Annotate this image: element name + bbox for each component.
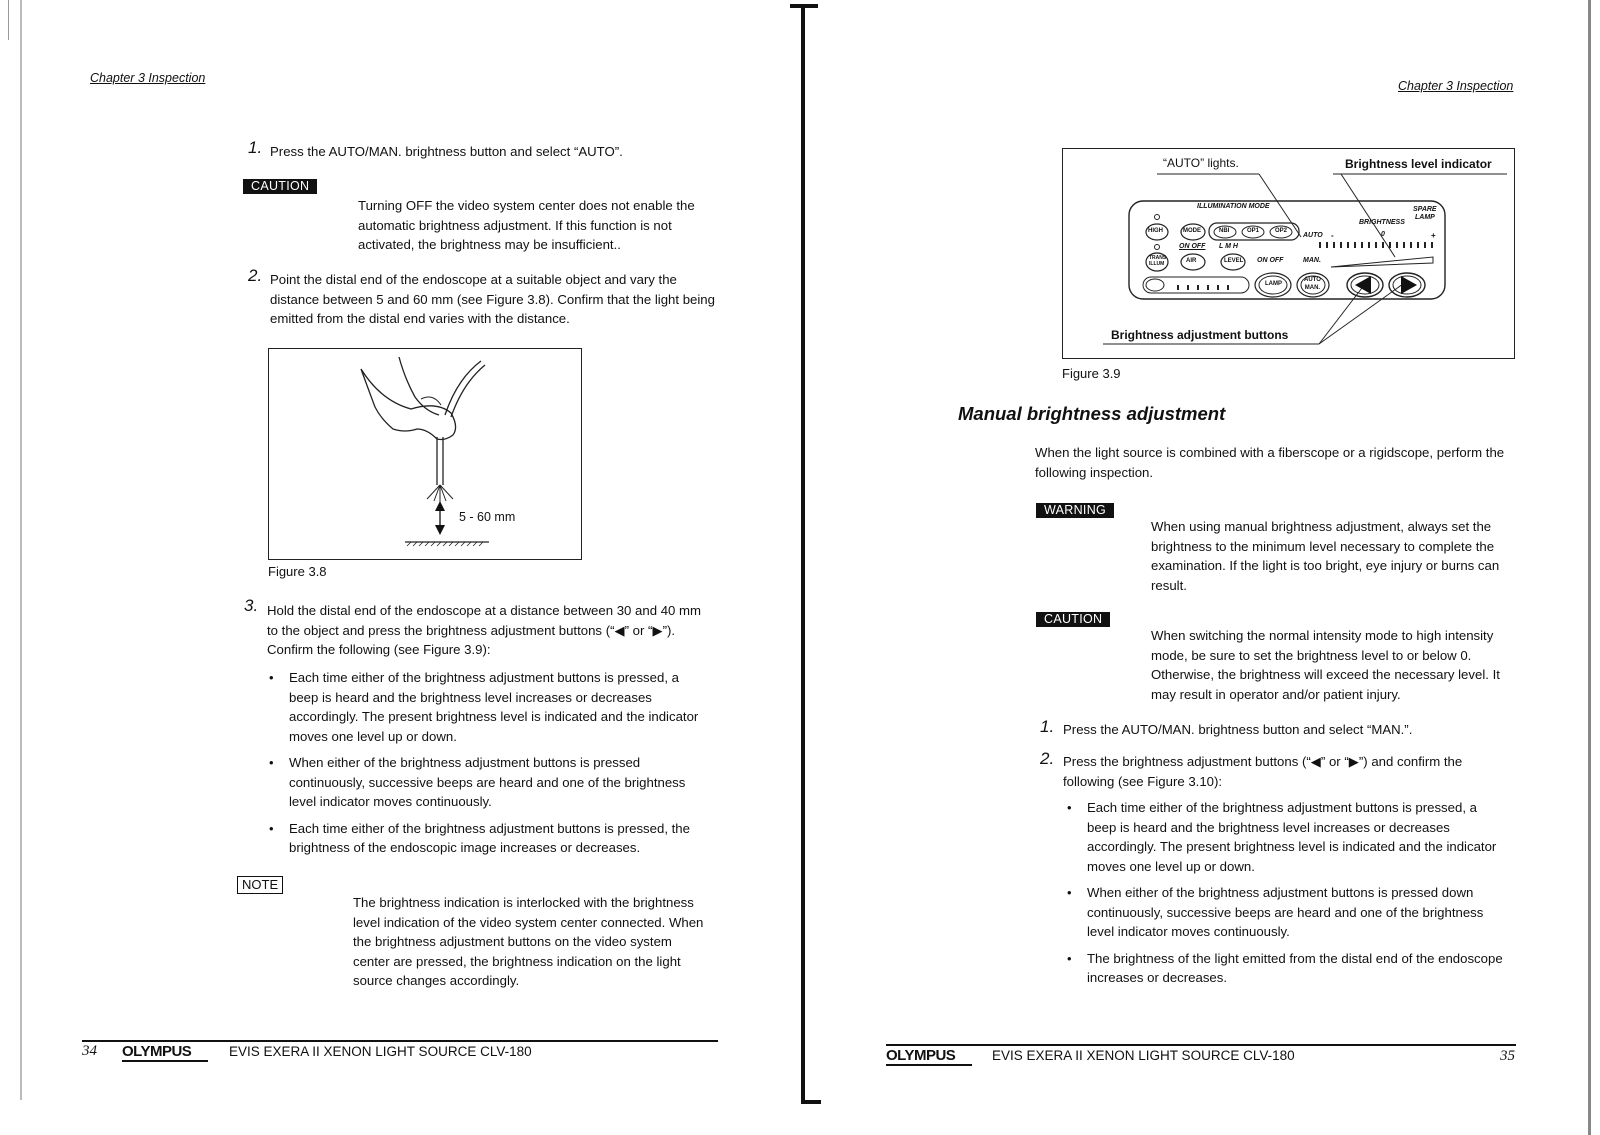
left-step2-text: Point the distal end of the endoscope at a suitable object and vary the distance between 5 and 60 mm (see Figure 3.8). Confirm that the light being emitted from the distal end varies with the distance. <box>270 272 715 326</box>
figure-3-9-frame <box>1062 148 1515 359</box>
on-off-label-1: ON OFF <box>1179 243 1206 250</box>
scan-edge-right <box>1588 0 1591 1135</box>
section-heading: Manual brightness adjustment <box>958 403 1226 424</box>
left-step3-text: Hold the distal end of the endoscope at a distance between 30 and 40 mm to the object and press the brightness adjustment buttons (“◀” or “▶”). Confirm the following (see Figure 3.9): <box>267 603 702 657</box>
panel-man-label: MAN. <box>1303 257 1321 264</box>
left-olympus-logo: OLYMPUS <box>122 1043 192 1060</box>
list-item: • When either of the brightness adjustment buttons is pressed continuously, successive beeps are heard and one of the brightness level indicator moves continuously. <box>269 755 686 809</box>
right-intro-text: When the light source is combined with a fiberscope or a rigidscope, perform the following inspection. <box>1035 445 1505 480</box>
front-panel-diagram <box>1063 149 1514 358</box>
right-step1-number: 1. <box>1040 717 1055 736</box>
high-button-label: HIGH <box>1148 228 1163 234</box>
left-logo-underline <box>122 1060 208 1062</box>
list-item: • Each time either of the brightness adjustment buttons is pressed, a beep is heard and the brightness level increases or decreases accordingly. The present brightness level is indicated and the indicator moves one level up or down. <box>1067 800 1497 874</box>
left-page-header: Chapter 3 Inspection <box>90 71 206 85</box>
right-bullet-list <box>1066 798 1536 988</box>
nbi-button-label: NBI <box>1219 228 1230 234</box>
left-note-label: NOTE <box>237 876 283 894</box>
book-spine <box>801 4 805 1104</box>
panel-minus-label: - <box>1331 231 1334 240</box>
right-step2-text: Press the brightness adjustment buttons (“◀” or “▶”) and confirm the following (see Figure 3.10): <box>1063 754 1463 789</box>
brightness-indicator-label: Brightness level indicator <box>1345 157 1492 171</box>
panel-lamp-top-label: LAMP <box>1415 214 1435 221</box>
lmh-label: L M H <box>1219 243 1238 250</box>
trans-illum-button-label: TRANS ILLUM <box>1149 255 1167 267</box>
op1-button-label: OP1 <box>1247 228 1260 234</box>
mode-button-label: MODE <box>1183 228 1201 234</box>
right-footer-title: EVIS EXERA II XENON LIGHT SOURCE CLV-180 <box>992 1048 1295 1063</box>
right-caution-label: CAUTION <box>1036 612 1110 627</box>
on-off-label-2: ON OFF <box>1257 257 1284 264</box>
op2-button-label: OP2 <box>1275 228 1288 234</box>
right-page-header: Chapter 3 Inspection <box>1398 79 1514 93</box>
list-item: • Each time either of the brightness adjustment buttons is pressed, a beep is heard and the brightness level increases or decreases accordingly. The present brightness level is indicated and the indicator moves one level up or down. <box>269 670 699 744</box>
right-step1-text: Press the AUTO/MAN. brightness button and select “MAN.”. <box>1063 722 1413 737</box>
left-step3-number: 3. <box>244 596 259 615</box>
lamp-button-label: LAMP <box>1265 281 1282 287</box>
right-caution-text: When switching the normal intensity mode to high intensity mode, be sure to set the brightness level to or below 0. Otherwise, the brightness will exceed the necessary level. It may result in operator and/or patient injury. <box>1151 628 1500 702</box>
right-warning-text: When using manual brightness adjustment, always set the brightness to the minimum level necessary to complete the examination. If the light is too bright, eye injury or burns can result. <box>1151 519 1500 593</box>
right-footer-rule <box>886 1044 1516 1046</box>
left-note-text: The brightness indication is interlocked with the brightness level indication of the video system center connected. When the brightness adjustment buttons on the video system center are pressed, the brightness indication on the light source changes accordingly. <box>353 895 704 988</box>
distance-label: 5 - 60 mm <box>459 510 516 524</box>
left-page-number: 34 <box>82 1043 97 1059</box>
right-step2-number: 2. <box>1040 749 1055 768</box>
left-arrow-button-icon <box>1355 276 1371 294</box>
scan-edge-left-2 <box>20 0 22 1100</box>
right-logo-underline <box>886 1064 972 1066</box>
list-item: • The brightness of the light emitted from the distal end of the endoscope increases or decreases. <box>1067 950 1503 985</box>
right-page-number: 35 <box>1500 1048 1515 1064</box>
spine-top-cap <box>790 4 818 8</box>
figure-3-8-frame <box>268 348 582 560</box>
panel-auto-label: AUTO <box>1303 232 1323 239</box>
spine-bottom-cap <box>801 1100 821 1104</box>
figure-3-9-caption: Figure 3.9 <box>1062 366 1121 381</box>
panel-spare-label: SPARE <box>1413 206 1437 213</box>
figure-3-8-caption: Figure 3.8 <box>268 564 327 579</box>
illumination-mode-label: ILLUMINATION MODE <box>1197 203 1270 210</box>
list-item: • When either of the brightness adjustment buttons is pressed down continuously, successive beeps are heard and one of the brightness level indicator moves continuously. <box>1067 885 1484 939</box>
scan-edge-left <box>8 0 9 40</box>
left-step1-text: Press the AUTO/MAN. brightness button and select “AUTO”. <box>270 144 623 159</box>
left-step1-number: 1. <box>248 138 263 157</box>
list-item: • Each time either of the brightness adjustment buttons is pressed, the brightness of the endoscopic image increases or decreases. <box>269 820 690 855</box>
right-arrow-button-icon <box>1401 276 1417 294</box>
auto-man-button-label: AUTO MAN. <box>1304 277 1321 291</box>
air-button-label: AIR <box>1186 258 1197 264</box>
panel-zero-label: 0 <box>1381 231 1385 238</box>
panel-plus-label: + <box>1431 231 1436 240</box>
panel-brightness-label: BRIGHTNESS <box>1359 219 1405 226</box>
left-footer-rule <box>82 1040 718 1042</box>
endoscope-hand-illustration <box>269 349 581 559</box>
right-olympus-logo: OLYMPUS <box>886 1047 956 1064</box>
level-button-label: LEVEL <box>1224 258 1244 264</box>
auto-lights-label: “AUTO” lights. <box>1163 156 1239 170</box>
left-step2-number: 2. <box>248 266 263 285</box>
left-caution-label: CAUTION <box>243 179 317 194</box>
left-caution-text: Turning OFF the video system center does not enable the automatic brightness adjustment. If this function is not activated, the brightness may be insufficient.. <box>358 198 695 252</box>
adjustment-buttons-label: Brightness adjustment buttons <box>1111 328 1289 342</box>
left-bullet-list <box>268 668 718 858</box>
left-footer-title: EVIS EXERA II XENON LIGHT SOURCE CLV-180 <box>229 1044 532 1059</box>
right-warning-label: WARNING <box>1036 503 1114 518</box>
